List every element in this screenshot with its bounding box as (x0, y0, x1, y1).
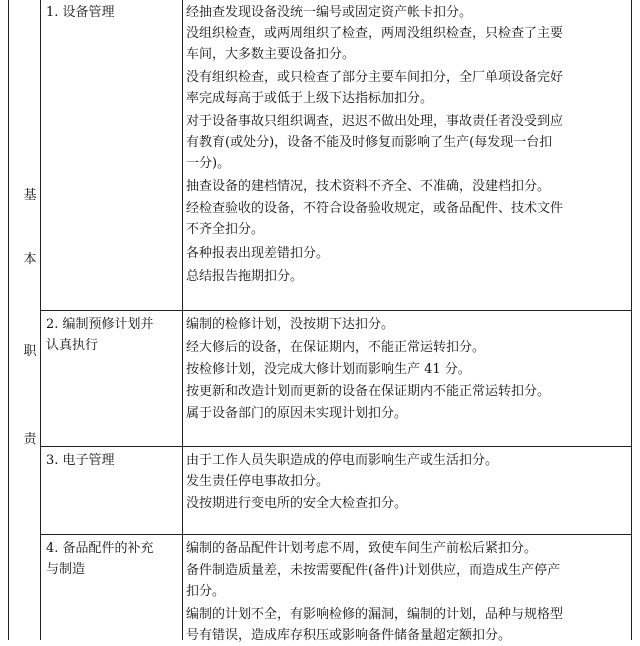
criteria-line: 各种报表出现差错扣分。 (186, 246, 330, 261)
criteria-line: 率完成每高于或低于上级下达指标加扣分。 (186, 91, 434, 106)
criteria-line: 发生责任停电事故扣分。 (186, 474, 330, 489)
section-title: 4. 备品配件的补充 (46, 541, 154, 556)
criteria-line: 有教育(或处分)，设备不能及时修复而影响了生产(每发现一台扣 (186, 135, 553, 150)
criteria-line: 经检查验收的设备，不符合设备验收规定，或备品配件、技术文件 (186, 201, 564, 216)
criteria-line: 编制的检修计划，没按期下达扣分。 (186, 317, 395, 332)
criteria-line: 总结报告拖期扣分。 (186, 269, 304, 284)
side-header-char: 基 (23, 188, 37, 203)
section-title: 3. 电子管理 (46, 453, 115, 468)
section-title: 1. 设备管理 (46, 5, 115, 20)
table-right-border (631, 0, 632, 640)
section-divider (40, 446, 631, 447)
section-title: 认真执行 (46, 338, 99, 353)
table-left-border (8, 0, 9, 640)
criteria-line: 不齐全扣分。 (186, 222, 265, 237)
criteria-line: 备件制造质量差，未按需要配件(备件)计划供应，而造成生产停产 (186, 563, 561, 578)
criteria-line: 按更新和改造计划而更新的设备在保证期内不能正常运转扣分。 (186, 384, 551, 399)
criteria-line: 抽查设备的建档情况，技术资料不齐全、不准确，没建档扣分。 (186, 179, 551, 194)
criteria-line: 没有组织检查，或只检查了部分主要车间扣分，全厂单项设备完好 (186, 70, 564, 85)
criteria-line: 一分)。 (186, 156, 231, 171)
criteria-line: 编制的计划不全，有影响检修的漏洞，编制的计划，品种与规格型 (186, 607, 564, 622)
criteria-line: 经大修后的设备，在保证期内，不能正常运转扣分。 (186, 340, 486, 355)
criteria-line: 没组织检查，或两周组织了检查，两周没组织检查，只检查了主要 (186, 26, 564, 41)
criteria-line: 由于工作人员失职造成的停电而影响生产或生活扣分。 (186, 453, 499, 468)
criteria-line: 属于设备部门的原因未实现计划扣分。 (186, 406, 408, 421)
column-divider-1 (40, 0, 41, 640)
section-divider (40, 310, 631, 311)
criteria-line: 没按期进行变电所的安全大检查扣分。 (186, 496, 408, 511)
side-header-char: 本 (23, 252, 37, 267)
section-title: 2. 编制预修计划并 (46, 317, 154, 332)
criteria-line: 对于设备事故只组织调查，迟迟不做出处理，事故责任者没受到应 (186, 114, 564, 129)
side-header-char: 责 (23, 432, 37, 447)
section-title: 与制造 (46, 562, 86, 577)
side-header-char: 职 (23, 344, 37, 359)
criteria-line: 经抽查发现设备没统一编号或固定资产帐卡扣分。 (186, 5, 473, 20)
criteria-line: 编制的备品配件计划考虑不周，致使车间生产前松后紧扣分。 (186, 541, 538, 556)
criteria-line: 按检修计划，没完成大修计划而影响生产 41 分。 (186, 362, 471, 377)
section-divider (40, 534, 631, 535)
criteria-line: 扣分。 (186, 584, 226, 599)
column-divider-2 (182, 0, 183, 640)
criteria-line: 号有错误，造成库存积压或影响备件储备量超定额扣分。 (186, 628, 512, 643)
criteria-line: 车间，大多数主要设备扣分。 (186, 47, 356, 62)
